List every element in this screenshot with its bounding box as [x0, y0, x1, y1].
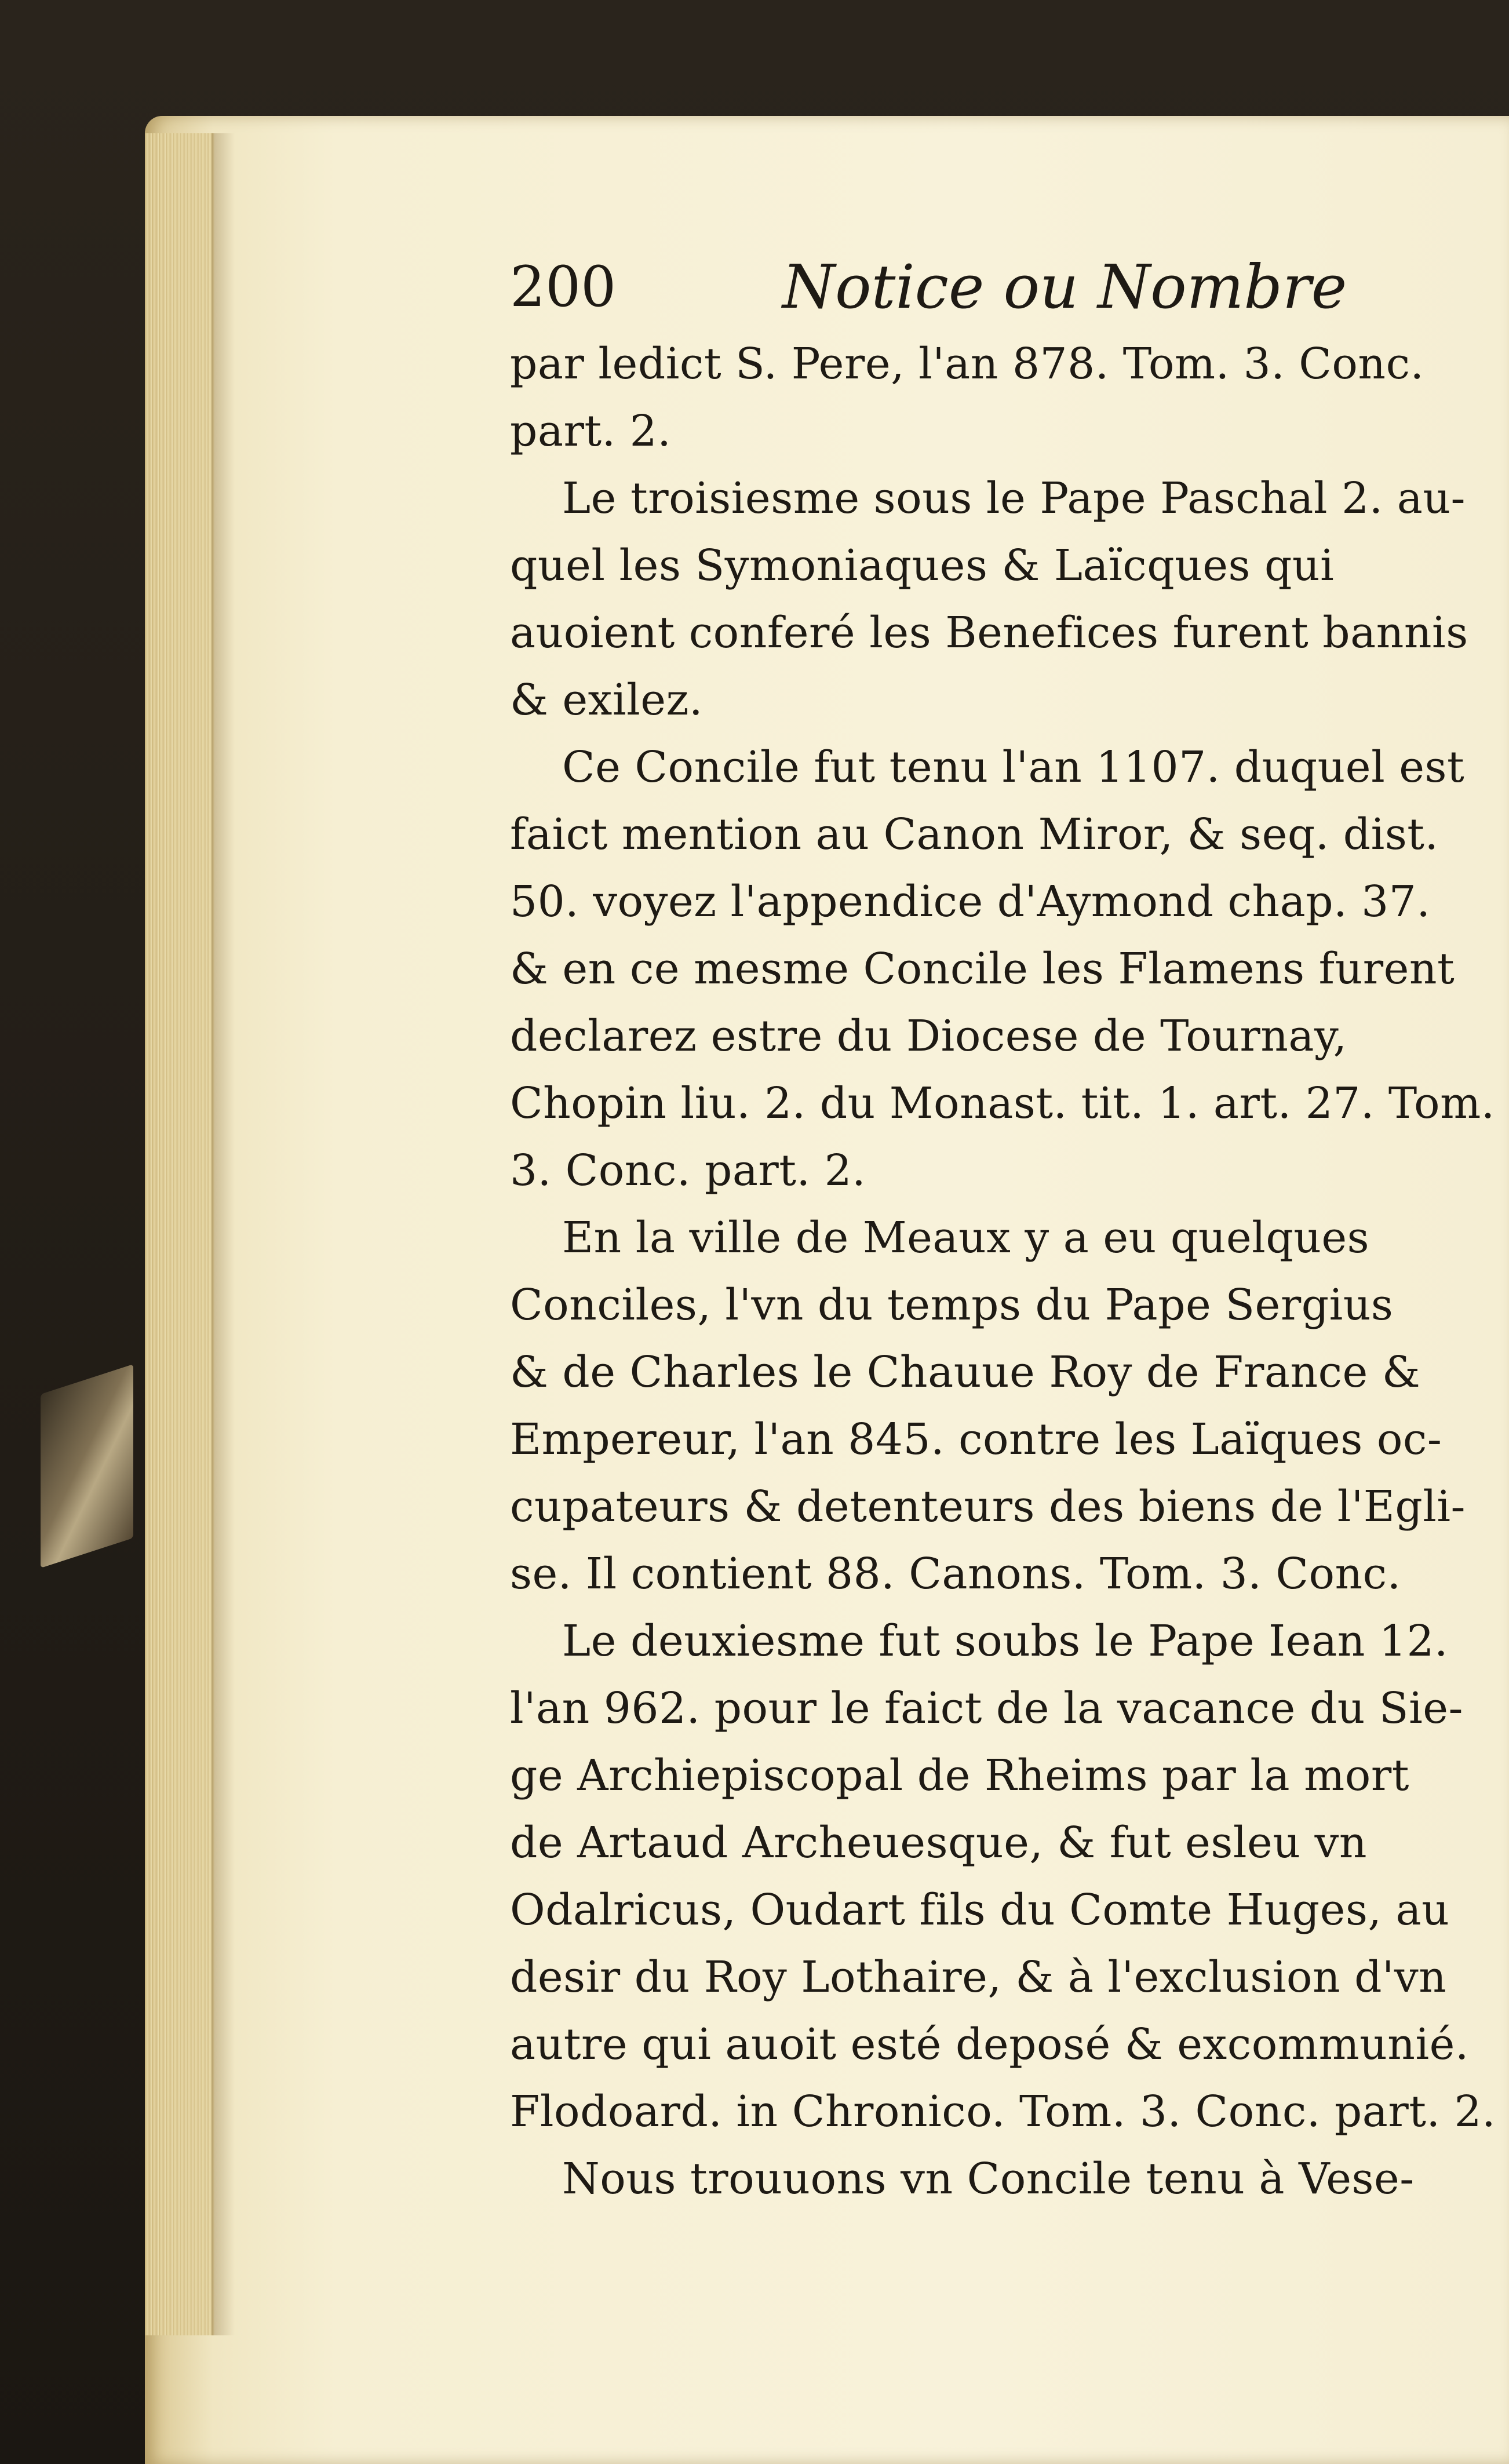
text-line: de Artaud Archeuesque, & fut esleu vn — [510, 1818, 1367, 1868]
text-line: Chopin liu. 2. du Monast. tit. 1. art. 27. Tom. — [510, 1078, 1495, 1128]
text-line: Flodoard. in Chronico. Tom. 3. Conc. part. 2. — [510, 2087, 1496, 2137]
body-text — [510, 330, 1496, 2213]
text-line: Empereur, l'an 845. contre les Laïques oc- — [510, 1415, 1442, 1464]
page-number: 200 — [510, 254, 617, 319]
gutter-shadow — [212, 133, 235, 2335]
page-edges — [145, 133, 214, 2335]
text-line: ge Archiepiscopal de Rheims par la mort — [510, 1751, 1409, 1800]
text-line: part. 2. — [510, 406, 672, 456]
text-line: 50. voyez l'appendice d'Aymond chap. 37. — [510, 877, 1431, 927]
text-line: Le troisiesme sous le Pape Paschal 2. au- — [562, 473, 1466, 523]
text-line: & exilez. — [510, 675, 704, 725]
text-line: declarez estre du Diocese de Tournay, — [510, 1011, 1347, 1061]
text-line: se. Il contient 88. Canons. Tom. 3. Conc. — [510, 1549, 1401, 1599]
text-line: Conciles, l'vn du temps du Pape Sergius — [510, 1280, 1394, 1330]
running-title: Notice ou Nombre — [782, 251, 1347, 322]
text-line: quel les Symoniaques & Laïcques qui — [510, 541, 1335, 591]
text-line: & en ce mesme Concile les Flamens furent — [510, 944, 1455, 994]
running-header — [510, 243, 1460, 330]
bookmark-ribbon — [41, 1364, 133, 1568]
text-line: & de Charles le Chauue Roy de France & — [510, 1347, 1421, 1397]
text-line: desir du Roy Lothaire, & à l'exclusion d'vn — [510, 1952, 1447, 2002]
text-line: autre qui auoit esté deposé & excommunié. — [510, 2020, 1469, 2069]
text-line: En la ville de Meaux y a eu quelques — [562, 1213, 1370, 1263]
text-line: cupateurs & detenteurs des biens de l'Egli- — [510, 1482, 1466, 1532]
text-line: faict mention au Canon Miror, & seq. dist. — [510, 810, 1439, 859]
text-line: Ce Concile fut tenu l'an 1107. duquel est — [562, 742, 1465, 792]
text-block — [510, 243, 1496, 2213]
text-line: Odalricus, Oudart fils du Comte Huges, au — [510, 1885, 1450, 1935]
text-line: 3. Conc. part. 2. — [510, 1146, 866, 1195]
text-line: l'an 962. pour le faict de la vacance du Sie- — [510, 1683, 1464, 1733]
text-line: Le deuxiesme fut soubs le Pape Iean 12. — [562, 1616, 1449, 1666]
text-line: Nous trouuons vn Concile tenu à Vese- — [562, 2154, 1415, 2204]
text-line: par ledict S. Pere, l'an 878. Tom. 3. Conc. — [510, 339, 1424, 389]
text-line: auoient conferé les Benefices furent bannis — [510, 608, 1468, 658]
